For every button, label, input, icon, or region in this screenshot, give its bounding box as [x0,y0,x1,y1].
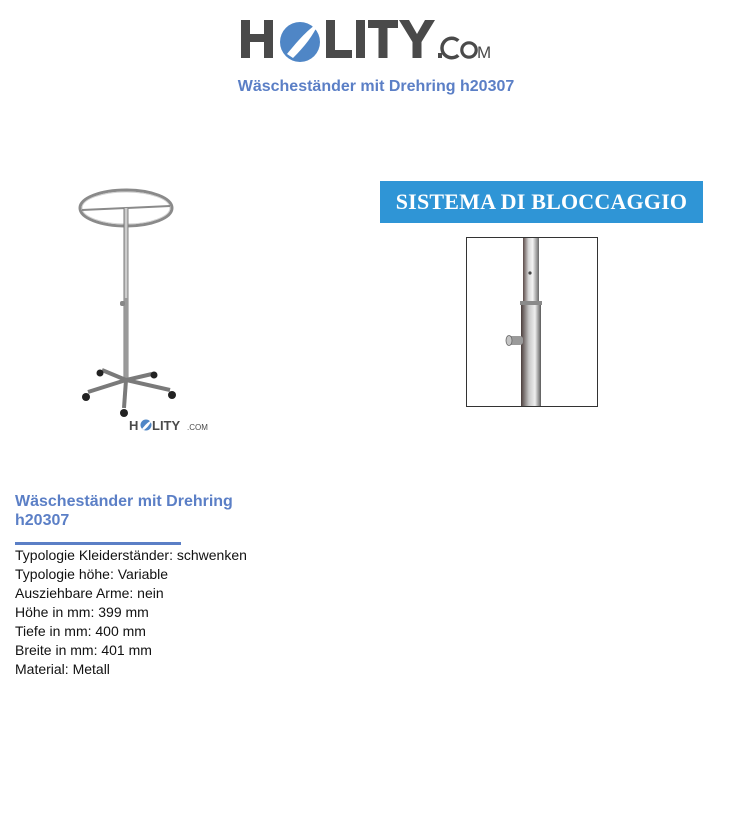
page-title: Wäscheständer mit Drehring h20307 [237,78,515,95]
svg-text:H: H [129,418,139,433]
spec-row-extendable-arms: Ausziehbare Arme: nein [15,585,164,601]
spec-row-type: Typologie Kleiderständer: schwenken [15,547,247,563]
product-name: Wäscheständer mit Drehring h20307 [15,493,233,529]
spec-row-material: Material: Metall [15,661,110,677]
svg-text:.COM: .COM [187,423,208,432]
svg-text:LITY: LITY [152,418,181,433]
holity-logo [239,12,492,66]
spec-row-height: Höhe in mm: 399 mm [15,604,149,620]
locking-system-banner: SISTEMA DI BLOCCAGGIO [380,181,703,223]
spec-list [15,546,355,679]
spec-row-width: Breite in mm: 401 mm [15,642,152,658]
product-image [66,178,216,440]
spec-row-height-type: Typologie höhe: Variable [15,566,169,582]
spec-row-depth: Tiefe in mm: 400 mm [15,623,146,639]
title-divider [15,542,181,545]
locking-detail-image [466,237,598,407]
svg-text:M: M [477,43,492,62]
